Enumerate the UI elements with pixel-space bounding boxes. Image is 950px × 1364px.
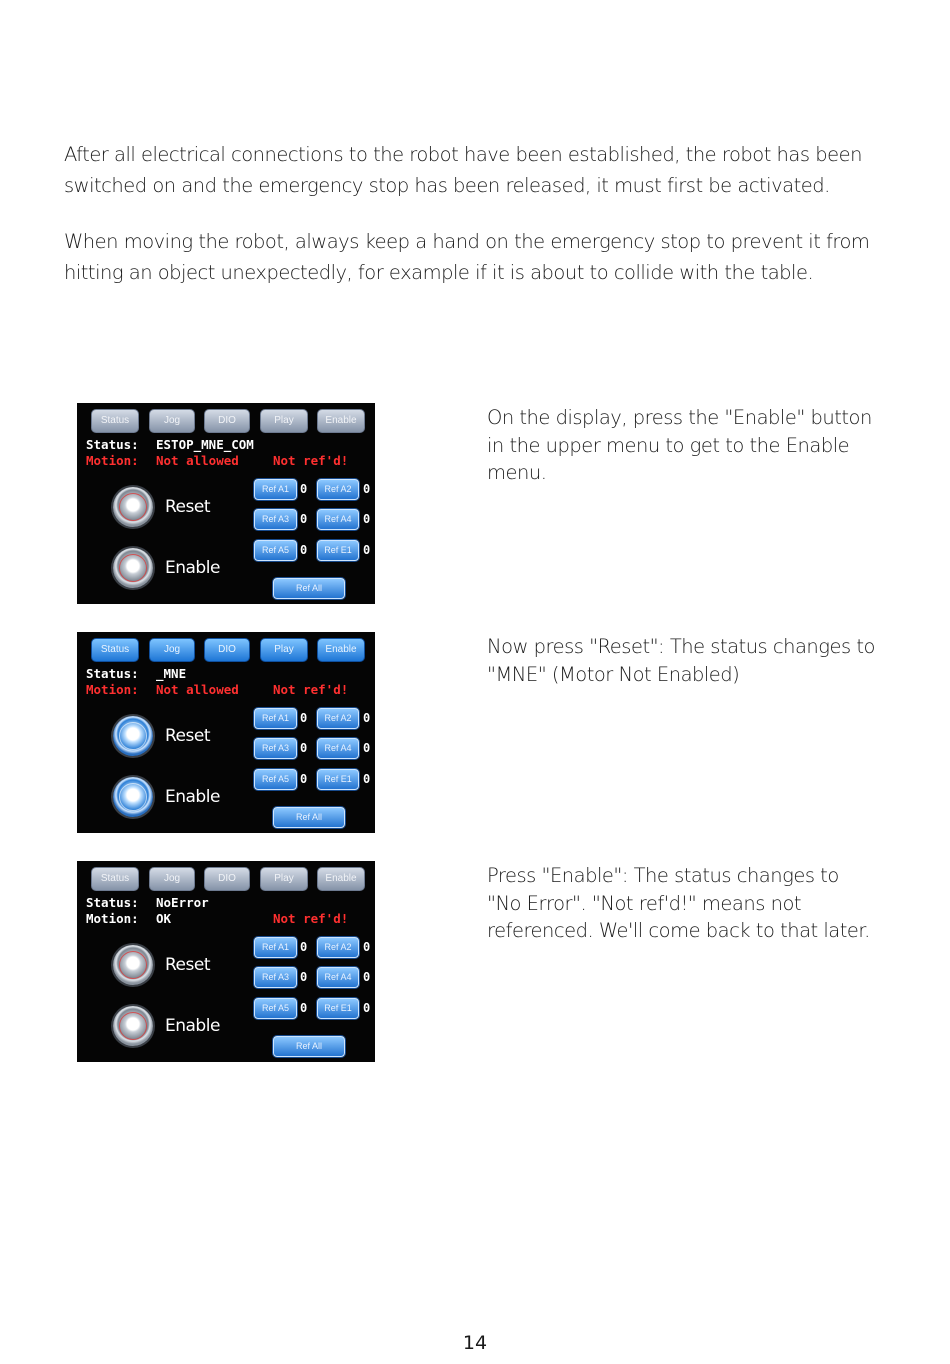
ref-a2-value: 0 [363, 711, 371, 725]
enable-knob-icon[interactable] [113, 777, 153, 817]
ref-a2-value: 0 [363, 482, 371, 496]
tab-play[interactable]: Play [260, 867, 308, 891]
display-screenshot-1 [77, 403, 375, 604]
tab-enable[interactable]: Enable [317, 638, 365, 662]
motion-label: Motion: [86, 453, 139, 468]
ref-warning: Not ref'd! [273, 911, 349, 926]
tab-status[interactable]: Status [91, 867, 139, 891]
tab-dio[interactable]: DIO [204, 638, 250, 662]
tab-play[interactable]: Play [260, 638, 308, 662]
status-label: Status: [86, 895, 139, 910]
status-value: ESTOP_MNE_COM [156, 437, 254, 452]
status-value: NoError [156, 895, 209, 910]
motion-value: Not allowed [156, 682, 239, 697]
ref-all-button[interactable]: Ref All [273, 1036, 345, 1057]
enable-button-label[interactable]: Enable [165, 558, 220, 578]
ref-e1-value: 0 [363, 772, 371, 786]
ref-e1-button[interactable]: Ref E1 [317, 998, 359, 1019]
status-value: _MNE [156, 666, 187, 681]
reset-button-label[interactable]: Reset [165, 497, 210, 517]
ref-all-button[interactable]: Ref All [273, 578, 345, 599]
tab-enable[interactable]: Enable [317, 867, 365, 891]
motion-value: Not allowed [156, 453, 239, 468]
tab-dio[interactable]: DIO [204, 409, 250, 433]
ref-a3-button[interactable]: Ref A3 [254, 967, 297, 988]
reset-button-label[interactable]: Reset [165, 726, 210, 746]
reset-knob-icon[interactable] [113, 487, 153, 527]
intro-paragraph-2: When moving the robot, always keep a hand on the emergency stop to prevent it from hitting an object unexpectedly, for example if it is about to collide with the table. [64, 230, 870, 284]
ref-a3-value: 0 [300, 512, 308, 526]
ref-a1-value: 0 [300, 711, 308, 725]
ref-a3-button[interactable]: Ref A3 [254, 509, 297, 530]
display-screenshot-2 [77, 632, 375, 833]
ref-e1-button[interactable]: Ref E1 [317, 769, 359, 790]
ref-a1-button[interactable]: Ref A1 [254, 937, 297, 958]
ref-a2-button[interactable]: Ref A2 [317, 479, 359, 500]
ref-e1-value: 0 [363, 543, 371, 557]
reset-knob-icon[interactable] [113, 945, 153, 985]
ref-e1-button[interactable]: Ref E1 [317, 540, 359, 561]
ref-a4-value: 0 [363, 512, 371, 526]
ref-a5-value: 0 [300, 772, 308, 786]
motion-label: Motion: [86, 682, 139, 697]
tab-status[interactable]: Status [91, 409, 139, 433]
ref-warning: Not ref'd! [273, 682, 349, 697]
ref-a4-button[interactable]: Ref A4 [317, 738, 359, 759]
ref-a5-button[interactable]: Ref A5 [254, 998, 297, 1019]
enable-knob-icon[interactable] [113, 1006, 153, 1046]
tab-jog[interactable]: Jog [149, 867, 195, 891]
ref-a1-button[interactable]: Ref A1 [254, 708, 297, 729]
intro-paragraph-1: After all electrical connections to the robot have been established, the robot has been switched on and the emergency stop has been released, it must first be activated. [64, 143, 862, 197]
tab-jog[interactable]: Jog [149, 409, 195, 433]
step-1-caption: On the display, press the "Enable" button in the upper menu to get to the Enable menu. [487, 406, 872, 484]
step-3-caption: Press "Enable": The status changes to "No Error". "Not ref'd!" means not referenced. We'll come back to that later. [487, 864, 870, 942]
tab-play[interactable]: Play [260, 409, 308, 433]
display-screenshot-3 [77, 861, 375, 1062]
tab-jog[interactable]: Jog [149, 638, 195, 662]
ref-a4-value: 0 [363, 741, 371, 755]
enable-button-label[interactable]: Enable [165, 1016, 220, 1036]
ref-warning: Not ref'd! [273, 453, 349, 468]
status-label: Status: [86, 437, 139, 452]
motion-value: OK [156, 911, 172, 926]
ref-a1-value: 0 [300, 940, 308, 954]
motion-label: Motion: [86, 911, 139, 926]
ref-a3-value: 0 [300, 970, 308, 984]
ref-a1-button[interactable]: Ref A1 [254, 479, 297, 500]
status-label: Status: [86, 666, 139, 681]
step-2-caption: Now press "Reset": The status changes to "MNE" (Motor Not Enabled) [487, 635, 875, 686]
ref-a4-value: 0 [363, 970, 371, 984]
ref-a2-button[interactable]: Ref A2 [317, 937, 359, 958]
ref-e1-value: 0 [363, 1001, 371, 1015]
reset-knob-icon[interactable] [113, 716, 153, 756]
tab-status[interactable]: Status [91, 638, 139, 662]
ref-all-button[interactable]: Ref All [273, 807, 345, 828]
page-number: 14 [462, 1332, 488, 1354]
reset-button-label[interactable]: Reset [165, 955, 210, 975]
ref-a2-value: 0 [363, 940, 371, 954]
ref-a5-button[interactable]: Ref A5 [254, 540, 297, 561]
enable-button-label[interactable]: Enable [165, 787, 220, 807]
tab-enable[interactable]: Enable [317, 409, 365, 433]
ref-a1-value: 0 [300, 482, 308, 496]
ref-a5-value: 0 [300, 1001, 308, 1015]
ref-a2-button[interactable]: Ref A2 [317, 708, 359, 729]
ref-a3-value: 0 [300, 741, 308, 755]
ref-a5-button[interactable]: Ref A5 [254, 769, 297, 790]
ref-a5-value: 0 [300, 543, 308, 557]
tab-dio[interactable]: DIO [204, 867, 250, 891]
enable-knob-icon[interactable] [113, 548, 153, 588]
ref-a3-button[interactable]: Ref A3 [254, 738, 297, 759]
ref-a4-button[interactable]: Ref A4 [317, 509, 359, 530]
ref-a4-button[interactable]: Ref A4 [317, 967, 359, 988]
